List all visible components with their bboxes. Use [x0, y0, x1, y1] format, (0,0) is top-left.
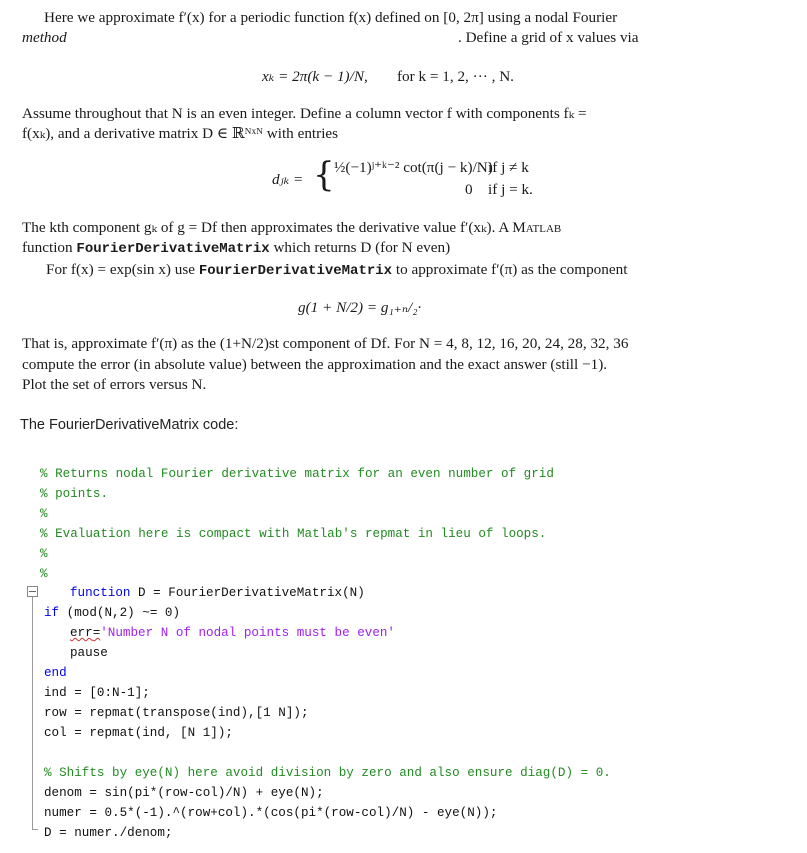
g-equation: g(1 + N/2) = g₁₊ₙ/₂· [298, 299, 422, 316]
intro-line-2b: . Define a grid of x values via [458, 29, 639, 46]
d-case-2-cond: if j = k. [488, 181, 533, 198]
grid-equation: xₖ = 2π(k − 1)/N, [262, 68, 368, 85]
code-function-line [70, 584, 365, 604]
code-comment-4: % Evaluation here is compact with Matlab's repmat in lieu of loops. [40, 527, 547, 541]
code-numer-line: numer = 0.5*(-1).^(row+col).*(cos(pi*(row-col)/N) - eye(N)); [44, 806, 498, 820]
intro-text: Here we approximate f′(x) for a periodic function f(x) defined on [0, 2π] using a nodal Fourier [44, 9, 618, 26]
fold-guide-end [32, 829, 38, 830]
intro-line-1 [44, 8, 617, 28]
for-text-c: to approximate f′(π) as the component [395, 261, 628, 278]
intro-line-2a: method [22, 29, 67, 46]
for-text-a: For f(x) = exp(sin x) use [46, 261, 196, 278]
matlab-word: Matlab [512, 219, 562, 236]
code-comment-2: % points. [40, 487, 109, 501]
d-case-1-cond: if j ≠ k [488, 159, 529, 176]
for-function-name: FourierDerivativeMatrix [198, 263, 393, 279]
that-line-2: compute the error (in absolute value) between the approximation and the exact answer (still −1). [22, 356, 608, 373]
function-signature: D = FourierDerivativeMatrix(N) [130, 586, 365, 600]
err-string: 'Number N of nodal points must be even' [100, 626, 395, 640]
code-d-line: D = numer./denom; [44, 826, 173, 840]
kth-line-1 [22, 218, 561, 238]
code-end-line: end [44, 666, 67, 680]
err-assign: = [92, 626, 101, 640]
returns-text: which returns D (for N even) [273, 239, 451, 256]
that-line-1: That is, approximate f′(π) as the (1+N/2)st component of Df. For N = 4, 8, 12, 16, 20, 24, 28, 32, 36 [22, 335, 629, 352]
err-variable: err [70, 626, 93, 640]
that-line-3: Plot the set of errors versus N. [22, 376, 207, 393]
code-err-line [70, 624, 395, 644]
code-shift-comment: % Shifts by eye(N) here avoid division by zero and also ensure diag(D) = 0. [44, 766, 611, 780]
kth-text: The kth component gₖ of g = Df then approximates the derivative value f′(xₖ). A [22, 219, 509, 236]
collapse-icon[interactable] [27, 586, 38, 597]
code-ind-line: ind = [0:N-1]; [44, 686, 150, 700]
if-condition: (mod(N,2) ~= 0) [59, 606, 181, 620]
code-row-line: row = repmat(transpose(ind),[1 N]); [44, 706, 309, 720]
d-lhs: dⱼₖ = [272, 171, 304, 188]
code-pause-line: pause [70, 646, 108, 660]
code-label: The FourierDerivativeMatrix code: [20, 417, 239, 433]
function-word: function [22, 239, 73, 256]
code-comment-1: % Returns nodal Fourier derivative matrix for an even number of grid [40, 467, 554, 481]
code-col-line: col = repmat(ind, [N 1]); [44, 726, 233, 740]
code-comment-3: % [40, 507, 48, 521]
code-comment-5: % [40, 547, 48, 561]
d-case-2: 0 [465, 181, 473, 198]
code-if-line [44, 604, 180, 624]
if-keyword: if [44, 606, 60, 620]
assume-line-2: f(xₖ), and a derivative matrix D ∈ ℝᴺˣᴺ with entries [22, 125, 339, 142]
code-comment-6: % [40, 567, 48, 581]
d-case-1: ½(−1)ʲ⁺ᵏ⁻² cot(π(j − k)/N) [334, 159, 493, 176]
grid-range: for k = 1, 2, ··· , N. [397, 68, 514, 85]
assume-line-1: Assume throughout that N is an even integer. Define a column vector f with components fₖ = [22, 105, 587, 122]
code-denom-line: denom = sin(pi*(row-col)/N) + eye(N); [44, 786, 324, 800]
function-keyword: function [70, 586, 131, 600]
kth-line-2 [22, 238, 450, 259]
function-name: FourierDerivativeMatrix [76, 241, 270, 257]
brace-symbol: { [313, 155, 335, 195]
fold-guide-line [32, 597, 33, 829]
for-line [46, 260, 627, 281]
